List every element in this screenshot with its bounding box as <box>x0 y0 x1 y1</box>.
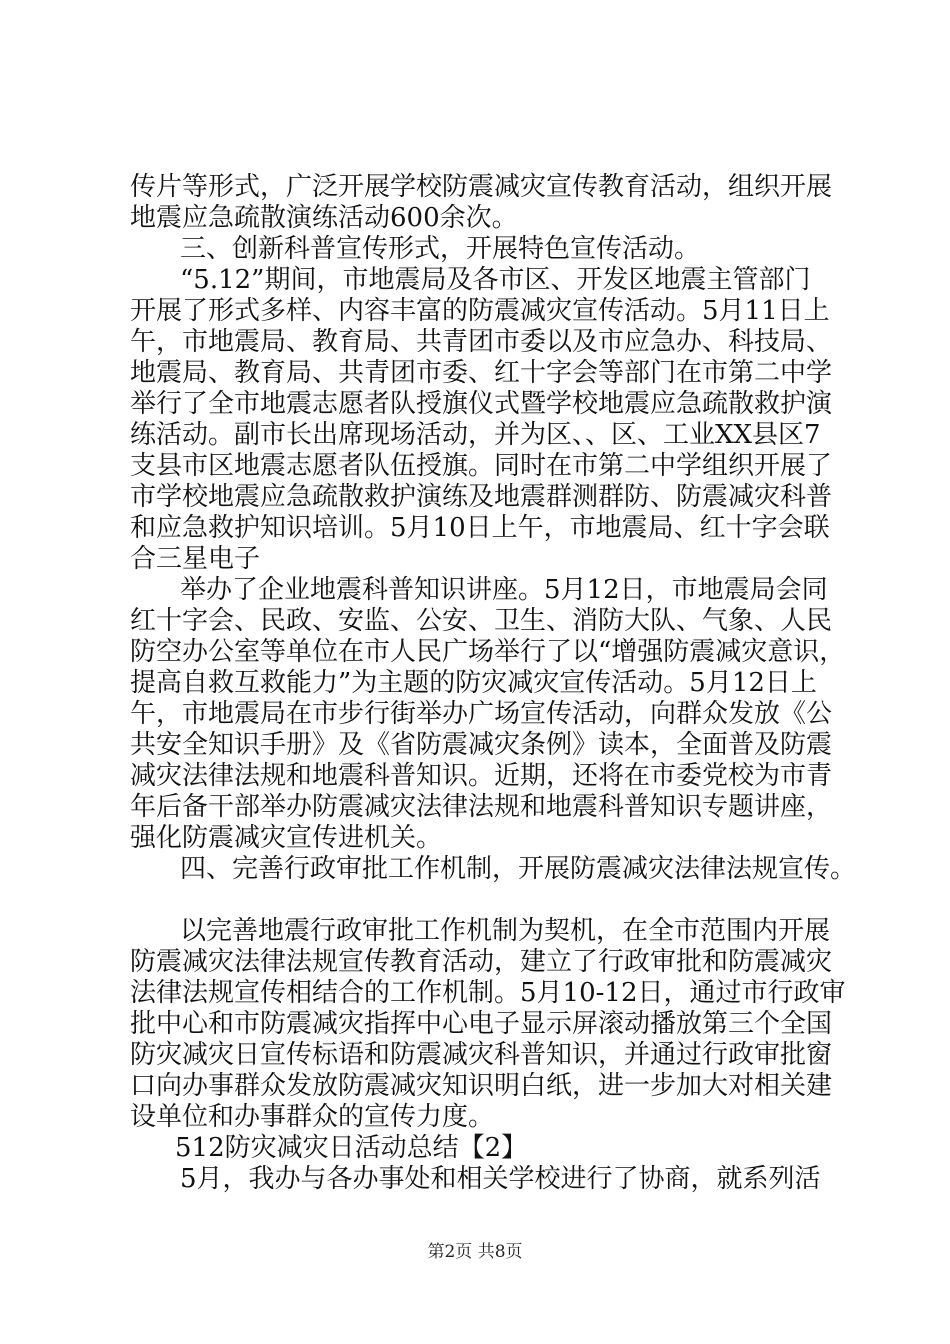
page-footer: 第2页 共8页 <box>427 1242 523 1262</box>
section-heading: 512防灾减灾日活动总结【2】 <box>175 1133 528 1163</box>
text-line: “5.12”期间，市地震局及各市区、开发区地震主管部门 <box>180 265 811 295</box>
text-line: 法律法规宣传相结合的工作机制。5月10-12日，通过市行政审 <box>130 978 846 1008</box>
text-line: 强化防震减灾宣传进机关。 <box>130 823 443 853</box>
text-line: 年后备干部举办防震减灾法律法规和地震科普知识专题讲座， <box>130 792 833 822</box>
text-line: 举行了全市地震志愿者队授旗仪式暨学校地震应急疏散救护演 <box>130 389 833 419</box>
text-line: 和应急救护知识培训。5月10日上午，市地震局、红十字会联 <box>130 513 830 543</box>
text-line: 以完善地震行政审批工作机制为契机，在全市范围内开展 <box>180 916 831 946</box>
text-line: 举办了企业地震科普知识讲座。5月12日，市地震局会同 <box>180 575 828 605</box>
text-line: 提高自救互救能力”为主题的防灾减灾宣传活动。5月12日上 <box>130 668 817 698</box>
text-line: 共安全知识手册》及《省防震减灾条例》读本，全面普及防震 <box>130 730 833 760</box>
text-line: 传片等形式，广泛开展学校防震减灾宣传教育活动，组织开展 <box>130 172 833 202</box>
text-line: 红十字会、民政、安监、公安、卫生、消防大队、气象、人民 <box>130 606 833 636</box>
text-line: 口向办事群众发放防震减灾知识明白纸，进一步加大对相关建 <box>130 1071 833 1101</box>
text-line: 开展了形式多样、内容丰富的防震减灾宣传活动。5月11日上 <box>130 296 830 326</box>
text-line: 合三星电子 <box>130 544 261 574</box>
text-line: 5月，我办与各办事处和相关学校进行了协商，就系列活 <box>180 1164 821 1194</box>
text-line: 支县市区地震志愿者队伍授旗。同时在市第二中学组织开展了 <box>130 451 833 481</box>
text-line: 设单位和办事群众的宣传力度。 <box>130 1102 495 1132</box>
text-line: 练活动。副市长出席现场活动，并为区、、区、工业XX县区7 <box>130 420 821 450</box>
section-heading: 四、完善行政审批工作机制，开展防震减灾法律法规宣传。 <box>180 854 857 884</box>
text-line: 地震局、教育局、共青团市委、红十字会等部门在市第二中学 <box>130 358 833 388</box>
text-line: 地震应急疏散演练活动600余次。 <box>130 203 518 233</box>
text-line: 防空办公室等单位在市人民广场举行了以“增强防震减灾意识， <box>130 637 846 667</box>
text-line: 减灾法律法规和地震科普知识。近期，还将在市委党校为市青 <box>130 761 833 791</box>
text-line: 市学校地震应急疏散救护演练及地震群测群防、防震减灾科普 <box>130 482 833 512</box>
text-line: 批中心和市防震减灾指挥中心电子显示屏滚动播放第三个全国 <box>130 1009 833 1039</box>
text-line: 午，市地震局在市步行街举办广场宣传活动，向群众发放《公 <box>130 699 833 729</box>
text-line: 午，市地震局、教育局、共青团市委以及市应急办、科技局、 <box>130 327 833 357</box>
text-line: 防灾减灾日宣传标语和防震减灾科普知识，并通过行政审批窗 <box>130 1040 833 1070</box>
section-heading: 三、创新科普宣传形式，开展特色宣传活动。 <box>180 234 701 264</box>
text-line: 防震减灾法律法规宣传教育活动，建立了行政审批和防震减灾 <box>130 947 833 977</box>
